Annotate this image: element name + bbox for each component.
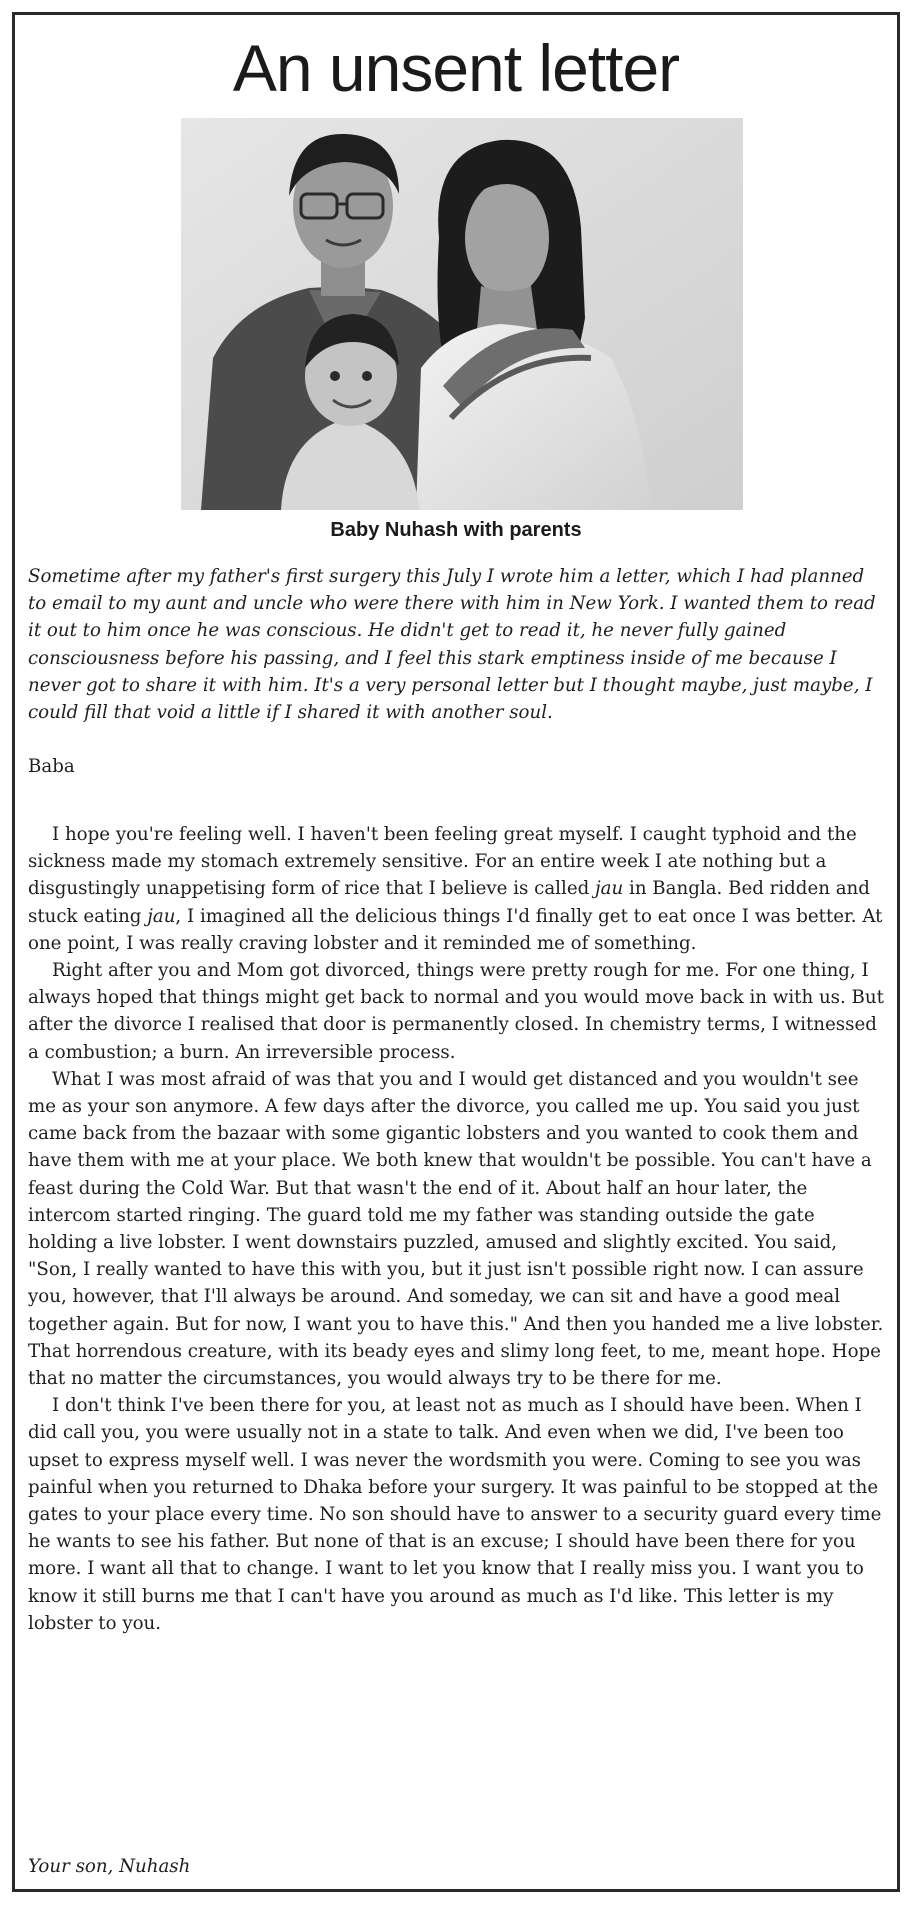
family-photo [181,118,743,510]
article-frame [12,12,900,1892]
article-title: An unsent letter [232,31,680,105]
intro-paragraph: Sometime after my father's first surgery this July I wrote him a letter, which I had planned to email to my aunt and uncle who were there with him in New York. I wanted them to read it out to him once he was conscious. He didn't get to read it, he never fully gained consciousness before his passing, and I feel this stark emptiness inside of me because I never got to share it with him. It's a very personal letter but I thought maybe, just maybe, I could fill that void a little if I shared it with another soul. [28,566,876,724]
photo-caption: Baby Nuhash with parents [330,519,582,541]
letter-paragraph: What I was most afraid of was that you and I would get distanced and you wouldn't see me as your son anymore. A few days after the divorce, you called me up. You said you just came back from the bazaar with some gigantic lobsters and you wanted to cook them and have them with me at your place. We both knew that wouldn't be possible. You can't have a feast during the Cold War. But that wasn't the end of it. About half an hour later, the intercom started ringing. The guard told me my father was standing outside the gate holding a live lobster. I went downstairs puzzled, amused and slightly excited. You said, "Son, I really wanted to have this with you, but it just isn't possible right now. I can assure you, however, that I'll always be around. And someday, we can sit and have a good meal together again. But for now, I want you to have this." And then you handed me a live lobster. That horrendous creature, with its beady eyes and slimy long feet, to me, meant hope. Hope that no matter the circumstances, you would always try to be there for me. [28,1068,884,1390]
letter-text: in Bangla. Bed ridden and stuck eating [28,878,870,927]
letter-salutation: Baba [28,756,75,777]
letter-paragraph [28,821,888,957]
letter-body [28,821,888,1637]
family-photo-illustration [181,118,743,510]
letter-paragraph: Right after you and Mom got divorced, things were pretty rough for me. For one thing, I always hoped that things might get back to normal and you would move back in with us. But after the divorce I realised that door is permanently closed. In chemistry terms, I witnessed a combustion; a burn. An irreversible process. [28,960,884,1063]
letter-paragraph: I don't think I've been there for you, at least not as much as I should have been. When I did call you, you were usually not in a state to talk. And even when we did, I've been too upset to express myself well. I was never the wordsmith you were. Coming to see you was painful when you returned to Dhaka before your surgery. It was painful to be stopped at the gates to your place every time. No son should have to answer to a security guard every time he wants to see his father. But none of that is an excuse; I should have been there for you more. I want all that to change. I want to let you know that I really miss you. I want you to know it still burns me that I can't have you around as much as I'd like. This letter is my lobster to you. [28,1395,882,1634]
letter-signoff: Your son, Nuhash [28,1856,191,1877]
letter-text: I hope you're feeling well. I haven't been feeling great myself. I caught typhoid and the sickness made my stomach extremely sensitive. For an entire week I ate nothing but a disgustingly unappetising form of rice that I believe is called [28,824,857,900]
letter-text: , I imagined all the delicious things I'd finally get to eat once I was better. At one point, I was really craving lobster and it reminded me of something. [28,905,883,954]
emphasis-jau: jau [595,878,624,900]
emphasis-jau: jau [147,905,176,927]
